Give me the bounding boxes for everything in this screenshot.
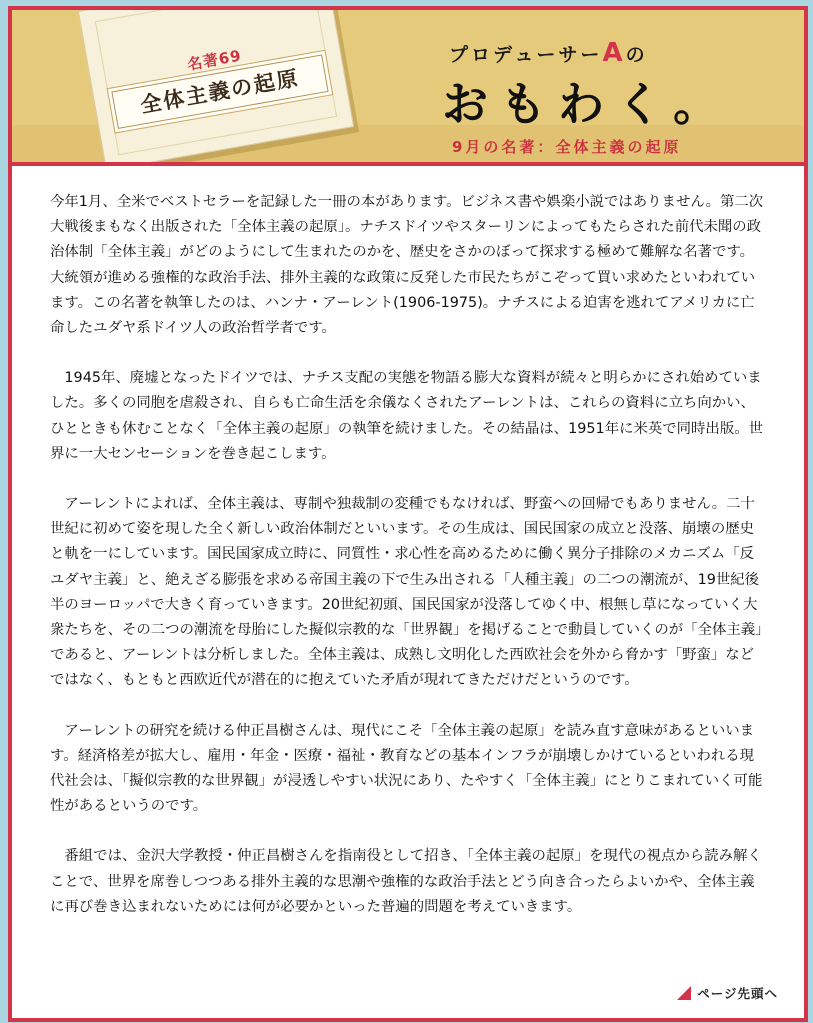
book-title: 全体主義の起原	[138, 65, 302, 118]
producer-prefix: プロデューサー	[449, 44, 603, 66]
book-number: 名著69	[185, 46, 244, 74]
page-top-link[interactable]	[677, 984, 778, 1002]
producer-suffix: の	[625, 44, 648, 66]
page-frame	[8, 6, 808, 1022]
page-title: おもわく。	[442, 77, 732, 131]
producer-line	[449, 38, 648, 68]
header-banner	[12, 10, 804, 162]
article-paragraph: アーレントによれば、全体主義は、専制や独裁制の変種でもなければ、野蛮への回帰でもありません。二十世紀に初めて姿を現した全く新しい政治体制だといいます。その生成は、国民国家の成立と没落、崩壊の歴史と軌を一にしています。国民国家成立時に、同質性・求心性を高めるために働く異分子排除のメカニズム「反ユダヤ主義」と、絶えざる膨張を求める帝国主義の下で生み出される「人種主義」の二つの潮流が、19世紀後半のヨーロッパで大きく育っていきます。20世紀初頭、国民国家が没落してゆく中、根無し草になっていく大衆たちを、その二つの潮流を母胎にした擬似宗教的な「世界観」を掲げることで動員していくのが「全体主義」であると、アーレントは分析しました。全体主義は、成熟し文明化した西欧社会を外から脅かす「野蛮」などではなく、もともと西欧近代が潜在的に抱えていた矛盾が現れてきただけだというのです。	[50, 496, 763, 689]
producer-letter: A	[602, 38, 626, 68]
page-top-label: ページ先頭へ	[697, 986, 778, 1001]
article-paragraph: 1945年、廃墟となったドイツでは、ナチス支配の実態を物語る膨大な資料が続々と明らかにされ始めていました。多くの同胞を虐殺され、自らも亡命生活を余儀なくされたアーレントは、これらの資料に立ち向かい、ひとときも休むことなく「全体主義の起原」の執筆を続けました。その結晶は、1951年に米英で同時出版。世界に一大センセーションを巻き起こします。	[50, 370, 763, 462]
page-subtitle: 9月の名著：全体主義の起原	[452, 138, 682, 156]
article-paragraph: 番組では、金沢大学教授・仲正昌樹さんを指南役として招き、「全体主義の起原」を現代の視点から読み解くことで、世界を席巻しつつある排外主義的な思潮や強権的な政治手法とどう向き合ったらよいかや、全体主義に再び巻き込まれないためには何が必要かといった普遍的問題を考えていきます。	[50, 848, 762, 915]
header-divider	[12, 162, 804, 166]
article-body	[50, 190, 768, 945]
triangle-arrow-icon	[677, 986, 691, 1000]
article-paragraph: 今年1月、全米でベストセラーを記録した一冊の本があります。ビジネス書や娯楽小説ではありません。第二次大戦後まもなく出版された「全体主義の起原」。ナチスドイツやスターリンによってもたらされた前代未聞の政治体制「全体主義」がどのようにして生まれたのかを、歴史をさかのぼって探求する極めて難解な名著です。大統領が進める強権的な政治手法、排外主義的な政策に反発した市民たちがこぞって買い求めたといわれています。この名著を執筆したのは、ハンナ・アーレント(1906-1975)。ナチスによる迫害を逃れてアメリカに亡命したユダヤ系ドイツ人の政治哲学者です。	[50, 194, 764, 337]
article-paragraph: アーレントの研究を続ける仲正昌樹さんは、現代にこそ「全体主義の起原」を読み直す意味があるといいます。経済格差が拡大し、雇用・年金・医療・福祉・教育などの基本インフラが崩壊しかけているといわれる現代社会は、「擬似宗教的な世界観」が浸透しやすい状況にあり、たやすく「全体主義」にとりこまれていく可能性があるというのです。	[50, 722, 763, 815]
